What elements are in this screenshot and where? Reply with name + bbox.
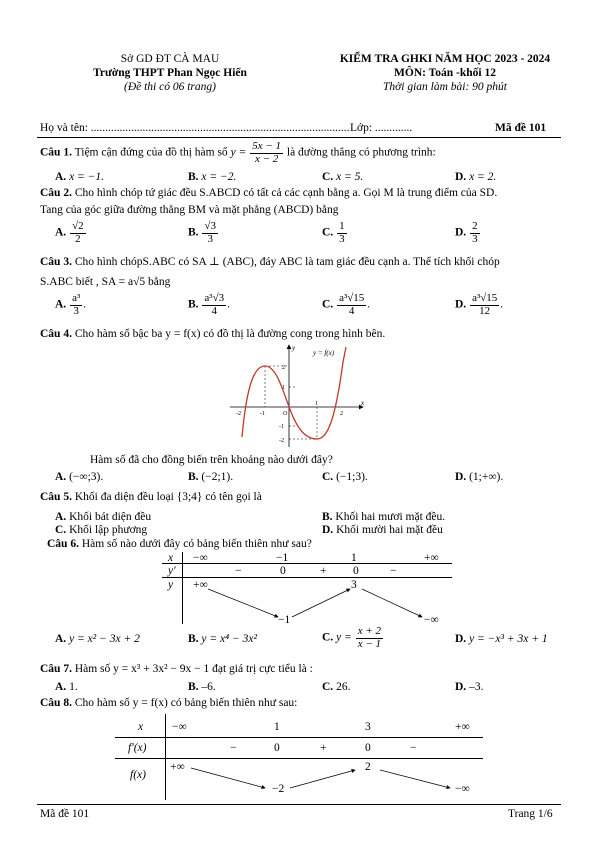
q6-sign: − bbox=[390, 565, 397, 577]
tick-x: 2 bbox=[340, 411, 343, 417]
frac-den: 2 bbox=[75, 232, 81, 245]
q1-option-d bbox=[455, 170, 496, 184]
option-key: D. bbox=[455, 681, 467, 693]
q6-y-val: −∞ bbox=[424, 614, 439, 626]
exam-title: KIỂM TRA GHKI NĂM HỌC 2023 - 2024 bbox=[339, 53, 551, 65]
frac-num: √3 bbox=[204, 220, 216, 232]
option-key: C. bbox=[322, 171, 334, 183]
option-text: (−∞;3). bbox=[69, 471, 104, 483]
option-text: 1. bbox=[69, 681, 78, 693]
frac-num: x + 2 bbox=[357, 625, 381, 637]
q1-option-a bbox=[55, 170, 104, 184]
footer-page: Trang 1/6 bbox=[508, 808, 553, 820]
q2-option-c bbox=[322, 221, 348, 245]
option-fraction bbox=[70, 221, 86, 245]
frac-den: 3 bbox=[339, 232, 345, 245]
q8-x-val: 1 bbox=[274, 721, 280, 733]
frac-den: 3 bbox=[472, 232, 478, 245]
q6-y-val: 3 bbox=[351, 579, 357, 591]
tick-y: 2 bbox=[282, 365, 285, 371]
q6-sign: 0 bbox=[280, 565, 286, 577]
option-key: B. bbox=[188, 471, 199, 483]
q8-row-f: f(x) bbox=[130, 769, 146, 781]
tick-x: 1 bbox=[315, 401, 318, 407]
q3-label: Câu 3. bbox=[40, 256, 72, 268]
q8-f-val: +∞ bbox=[170, 761, 185, 773]
q3-line1: Cho hình chópS.ABC có SA ⊥ (ABC), đáy ABC là tam giác đều cạnh a. Thể tích khối chóp bbox=[74, 256, 500, 268]
footer-code: Mã đề 101 bbox=[40, 808, 90, 820]
q4-option-a bbox=[55, 470, 103, 484]
option-text: Khối mười hai mặt đều bbox=[336, 524, 443, 536]
q6-label: Câu 6. bbox=[47, 538, 79, 550]
q8-x-val: +∞ bbox=[455, 721, 470, 733]
option-text: (−1;3). bbox=[336, 471, 368, 483]
q8-sign: − bbox=[230, 742, 237, 754]
exam-code: Mã đề 101 bbox=[495, 122, 547, 134]
option-text: x = −2. bbox=[201, 171, 237, 183]
q8-table-hline bbox=[115, 737, 483, 738]
option-tail: . bbox=[500, 298, 504, 311]
q1-label: Câu 1. bbox=[40, 146, 72, 159]
q7-text: Hàm số y = x³ + 3x² − 9x − 1 đạt giá trị cực tiểu là : bbox=[74, 663, 313, 675]
q8-f-val: −∞ bbox=[455, 783, 470, 795]
cubic-curve bbox=[242, 347, 346, 439]
q3-line2: S.ABC biết , SA = a√5 bằng bbox=[40, 276, 171, 288]
q4-option-d bbox=[455, 470, 503, 484]
q8-f-val: −2 bbox=[272, 783, 285, 795]
question-1 bbox=[40, 141, 436, 165]
option-fraction bbox=[70, 293, 82, 317]
q2-line1: Cho hình chóp tứ giác đều S.ABCD có tất cả các cạnh bằng a. Gọi M là trung điểm của SD. bbox=[74, 187, 498, 199]
frac-den: 3 bbox=[207, 232, 213, 245]
option-lhs: y = bbox=[336, 631, 352, 644]
q7-option-d bbox=[455, 680, 483, 694]
q3-option-b bbox=[188, 293, 230, 317]
option-key: C. bbox=[322, 631, 334, 644]
q6-x-val: −∞ bbox=[193, 552, 208, 564]
frac-den: 4 bbox=[211, 304, 218, 317]
student-name-field: Họ và tên: .......................................................................................... bbox=[40, 122, 350, 134]
q1-den: x − 2 bbox=[254, 152, 279, 165]
option-text: (1;+∞). bbox=[469, 471, 504, 483]
question-6 bbox=[47, 537, 312, 551]
class-field: Lớp: ............. bbox=[350, 122, 413, 134]
q6-option-b bbox=[188, 632, 257, 646]
option-fraction bbox=[202, 293, 226, 317]
q5-label: Câu 5. bbox=[40, 491, 72, 503]
option-key: C. bbox=[322, 226, 334, 239]
frac-num: 2 bbox=[472, 220, 478, 232]
option-tail: . bbox=[83, 298, 87, 311]
q8-row-fp: f′(x) bbox=[128, 742, 147, 754]
axis-y-label: y bbox=[292, 344, 296, 352]
question-3 bbox=[40, 255, 500, 269]
q6-sign: + bbox=[320, 565, 327, 577]
option-key: D. bbox=[455, 226, 467, 239]
option-text: x = 5. bbox=[336, 171, 364, 183]
option-fraction bbox=[356, 626, 383, 650]
pages-note: (Đề thi có 06 trang) bbox=[124, 81, 216, 93]
q7-option-c bbox=[322, 680, 350, 694]
option-fraction bbox=[337, 293, 366, 317]
q1-num: 5x − 1 bbox=[252, 140, 281, 152]
q8-sign: + bbox=[320, 742, 327, 754]
frac-den: 3 bbox=[73, 304, 79, 317]
frac-num: a³√3 bbox=[204, 292, 225, 304]
q3-option-a bbox=[55, 293, 86, 317]
q8-sign: − bbox=[410, 742, 417, 754]
option-fraction bbox=[337, 221, 347, 245]
frac-num: a³ bbox=[72, 292, 81, 304]
option-key: B. bbox=[188, 226, 199, 239]
option-key: A. bbox=[55, 511, 67, 523]
option-text: (−2;1). bbox=[201, 471, 234, 483]
q8-text: Cho hàm số y = f(x) có bảng biến thiên như sau: bbox=[74, 697, 298, 709]
option-text: Khối hai mươi mặt đều. bbox=[335, 511, 446, 523]
q1-text: Tiệm cận đứng của đồ thị hàm số bbox=[74, 146, 228, 159]
q4-option-b bbox=[188, 470, 233, 484]
option-key: B. bbox=[188, 681, 199, 693]
option-key: C. bbox=[322, 298, 334, 311]
q4-cubic-graph bbox=[225, 342, 370, 452]
q4-question: Hàm số đã cho đồng biến trên khoảng nào dưới đây? bbox=[90, 454, 333, 466]
q6-x-val: −1 bbox=[276, 552, 289, 564]
tick-y: -1 bbox=[279, 424, 284, 430]
frac-num: 1 bbox=[339, 220, 345, 232]
frac-num: a³√15 bbox=[472, 292, 498, 304]
option-text: y = x² − 3x + 2 bbox=[69, 633, 140, 645]
option-key: B. bbox=[188, 633, 199, 645]
option-key: A. bbox=[55, 471, 67, 483]
q1-text-b: là đường thẳng có phương trình: bbox=[286, 146, 436, 159]
q5-text: Khối đa diện đều loại {3;4} có tên gọi là bbox=[74, 491, 262, 503]
option-tail: . bbox=[367, 298, 371, 311]
q3-option-d bbox=[455, 293, 503, 317]
q6-x-val: +∞ bbox=[424, 552, 439, 564]
option-text: y = x⁴ − 3x² bbox=[201, 633, 257, 645]
q2-line2: Tang của góc giữa đường thẳng BM và mặt phẳng (ABCD) bằng bbox=[40, 204, 339, 216]
option-key: B. bbox=[322, 511, 333, 523]
option-text: x = −1. bbox=[69, 171, 105, 183]
q8-x-val: 3 bbox=[365, 721, 371, 733]
q6-option-d bbox=[455, 632, 548, 646]
option-key: A. bbox=[55, 681, 67, 693]
q8-sign: 0 bbox=[365, 742, 371, 754]
q8-variation-arrows bbox=[165, 758, 483, 800]
tick-y: 1 bbox=[282, 385, 285, 391]
option-key: D. bbox=[455, 298, 467, 311]
option-key: C. bbox=[55, 524, 67, 536]
guide-lines bbox=[265, 366, 317, 439]
subject: MÔN: Toán -khối 12 bbox=[394, 67, 496, 79]
q6-option-a bbox=[55, 632, 140, 646]
q4-text: Cho hàm số bậc ba y = f(x) có đồ thị là đường cong trong hình bên. bbox=[74, 328, 386, 340]
option-text: –6. bbox=[201, 681, 216, 693]
option-key: C. bbox=[322, 471, 334, 483]
q1-lhs: y = bbox=[230, 146, 247, 159]
option-key: A. bbox=[55, 633, 67, 645]
footer-divider bbox=[37, 804, 561, 805]
q2-option-a bbox=[55, 221, 87, 245]
option-key: A. bbox=[55, 298, 67, 311]
frac-den: 4 bbox=[348, 304, 355, 317]
q6-x-val: 1 bbox=[351, 552, 357, 564]
q6-sign: 0 bbox=[353, 565, 359, 577]
question-7 bbox=[40, 662, 313, 676]
q1-fraction bbox=[250, 141, 283, 165]
q1-option-b bbox=[188, 170, 236, 184]
question-2 bbox=[40, 186, 497, 200]
q7-option-a bbox=[55, 680, 78, 694]
q6-y-val: −1 bbox=[278, 614, 291, 626]
header-divider bbox=[37, 137, 561, 138]
q6-sign: − bbox=[235, 565, 242, 577]
q8-sign: 0 bbox=[274, 742, 280, 754]
q2-option-b bbox=[188, 221, 219, 245]
exam-time: Thời gian làm bài: 90 phút bbox=[382, 81, 508, 93]
tick-y: -2 bbox=[279, 438, 284, 444]
option-text: y = −x³ + 3x + 1 bbox=[469, 633, 548, 645]
q6-row-y: y bbox=[168, 579, 174, 591]
frac-den: 12 bbox=[479, 304, 491, 317]
option-key: D. bbox=[455, 633, 467, 645]
graph-label: y = f(x) bbox=[313, 349, 335, 357]
option-text: –3. bbox=[469, 681, 484, 693]
option-key: D. bbox=[455, 471, 467, 483]
q8-label: Câu 8. bbox=[40, 697, 72, 709]
tick-x: -2 bbox=[236, 411, 241, 417]
q2-option-d bbox=[455, 221, 481, 245]
q1-option-c bbox=[322, 170, 363, 184]
option-text: x = 2. bbox=[469, 171, 497, 183]
question-8 bbox=[40, 696, 297, 710]
q6-y-val: +∞ bbox=[193, 579, 208, 591]
q6-text: Hàm số nào dưới đây có bảng biến thiên như sau? bbox=[81, 538, 312, 550]
option-key: A. bbox=[55, 171, 67, 183]
axis-x-label: x bbox=[361, 399, 365, 407]
option-key: B. bbox=[188, 298, 199, 311]
option-fraction bbox=[470, 293, 499, 317]
q4-option-c bbox=[322, 470, 368, 484]
question-5 bbox=[40, 490, 262, 504]
option-key: D. bbox=[455, 171, 467, 183]
q6-option-c bbox=[322, 626, 384, 650]
q8-x-val: −∞ bbox=[172, 721, 187, 733]
q8-row-x: x bbox=[138, 721, 144, 733]
frac-num: √2 bbox=[72, 220, 84, 232]
option-key: B. bbox=[188, 171, 199, 183]
frac-den: x − 1 bbox=[357, 637, 381, 650]
q7-option-b bbox=[188, 680, 216, 694]
q6-row-x: x bbox=[168, 552, 174, 564]
option-tail: . bbox=[227, 298, 231, 311]
q6-variation-arrows bbox=[182, 577, 452, 625]
department-name: Sở GD ĐT CÀ MAU bbox=[120, 53, 220, 65]
option-fraction bbox=[470, 221, 480, 245]
frac-num: a³√15 bbox=[339, 292, 365, 304]
q6-row-yp: y′ bbox=[168, 565, 176, 577]
tick-x: O bbox=[283, 411, 288, 417]
option-key: C. bbox=[322, 681, 334, 693]
q3-option-c bbox=[322, 293, 370, 317]
option-fraction bbox=[202, 221, 218, 245]
option-text: Khối lập phương bbox=[69, 524, 148, 536]
q4-label: Câu 4. bbox=[40, 328, 72, 340]
tick-x: -1 bbox=[260, 411, 265, 417]
q7-label: Câu 7. bbox=[40, 663, 72, 675]
option-text: 26. bbox=[336, 681, 351, 693]
q2-label: Câu 2. bbox=[40, 187, 72, 199]
q8-f-val: 2 bbox=[365, 761, 371, 773]
q5-option-c bbox=[55, 523, 147, 537]
school-name: Trường THPT Phan Ngọc Hiển bbox=[93, 67, 247, 79]
question-4 bbox=[40, 327, 385, 341]
option-key: D. bbox=[322, 524, 334, 536]
option-key: A. bbox=[55, 226, 67, 239]
q5-option-d bbox=[322, 523, 443, 537]
option-text: Khối bát diện đều bbox=[69, 511, 152, 523]
